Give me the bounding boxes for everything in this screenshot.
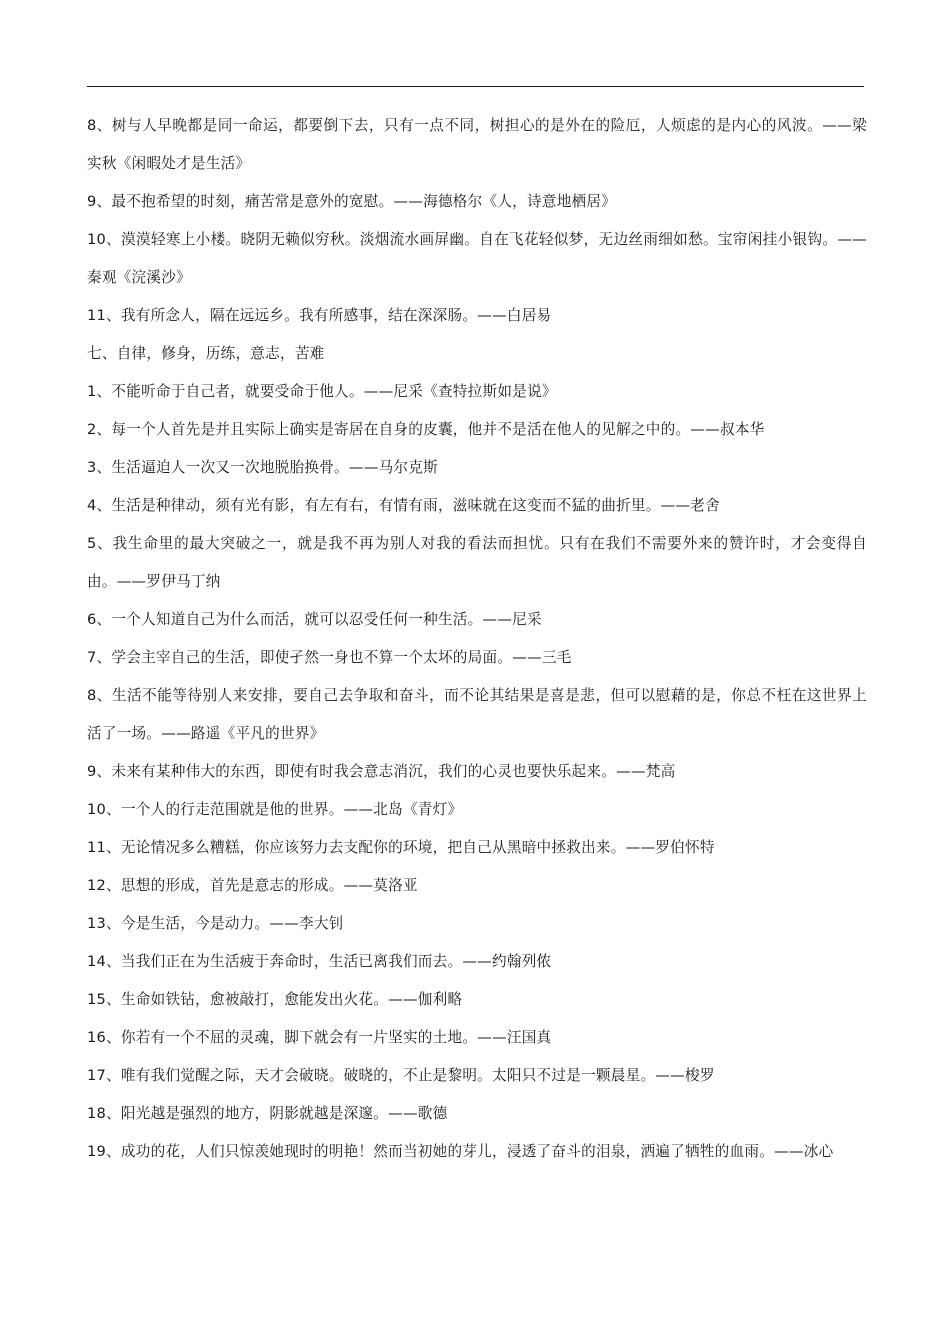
quote-paragraph: 12、思想的形成，首先是意志的形成。——莫洛亚 <box>87 877 418 894</box>
quote-paragraph: 16、你若有一个不屈的灵魂，脚下就会有一片坚实的土地。——汪国真 <box>87 1029 552 1046</box>
quote-paragraph: 5、我生命里的最大突破之一，就是我不再为别人对我的看法而担忧。只有在我们不需要外来的赞许时，才会变得自由。——罗伊马丁纳 <box>87 535 867 590</box>
quote-paragraph: 7、学会主宰自己的生活，即使孑然一身也不算一个太坏的局面。——三毛 <box>87 649 572 666</box>
quote-paragraph: 9、未来有某种伟大的东西，即使有时我会意志消沉，我们的心灵也要快乐起来。——梵高 <box>87 763 676 780</box>
quote-paragraph: 11、无论情况多么糟糕，你应该努力去支配你的环境，把自己从黑暗中拯救出来。——罗伯怀特 <box>87 839 715 856</box>
quote-paragraph: 4、生活是种律动，须有光有影，有左有右，有情有雨，滋味就在这变而不猛的曲折里。——老舍 <box>87 497 720 514</box>
quote-paragraph: 8、树与人早晚都是同一命运，都要倒下去，只有一点不同，树担心的是外在的险厄，人烦虑的是内心的风波。——梁实秋《闲暇处才是生活》 <box>87 117 867 172</box>
header-rule <box>87 86 864 87</box>
quote-paragraph: 9、最不抱希望的时刻，痛苦常是意外的宽慰。——海德格尔《人，诗意地栖居》 <box>87 193 617 210</box>
quote-paragraph: 8、生活不能等待别人来安排，要自己去争取和奋斗，而不论其结果是喜是悲，但可以慰藉的是，你总不枉在这世界上活了一场。——路遥《平凡的世界》 <box>87 687 867 742</box>
quote-paragraph: 3、生活逼迫人一次又一次地脱胎换骨。——马尔克斯 <box>87 459 438 476</box>
quote-paragraph: 2、每一个人首先是并且实际上确实是寄居在自身的皮囊，他并不是活在他人的见解之中的。——叔本华 <box>87 421 765 438</box>
quote-paragraph: 14、当我们正在为生活疲于奔命时，生活已离我们而去。——约翰列侬 <box>87 953 552 970</box>
quote-paragraph: 15、生命如铁钻，愈被敲打，愈能发出火花。——伽利略 <box>87 991 463 1008</box>
quote-paragraph: 17、唯有我们觉醒之际，天才会破晓。破晓的，不止是黎明。太阳只不过是一颗晨星。——梭罗 <box>87 1067 715 1084</box>
quote-paragraph: 6、一个人知道自己为什么而活，就可以忍受任何一种生活。——尼采 <box>87 611 542 628</box>
quote-paragraph: 10、漠漠轻寒上小楼。晓阴无赖似穷秋。淡烟流水画屏幽。自在飞花轻似梦，无边丝雨细如愁。宝帘闲挂小银钩。——秦观《浣溪沙》 <box>87 231 867 286</box>
quote-paragraph: 19、成功的花，人们只惊羡她现时的明艳！然而当初她的芽儿，浸透了奋斗的泪泉，洒遍了牺牲的血雨。——冰心 <box>87 1143 834 1160</box>
quote-paragraph: 13、今是生活，今是动力。——李大钊 <box>87 915 344 932</box>
quote-paragraph: 11、我有所念人，隔在远远乡。我有所感事，结在深深肠。——白居易 <box>87 307 552 324</box>
quote-paragraph: 1、不能听命于自己者，就要受命于他人。——尼采《查特拉斯如是说》 <box>87 383 557 400</box>
quote-paragraph: 18、阳光越是强烈的地方，阴影就越是深邃。——歌德 <box>87 1105 448 1122</box>
section-heading: 七、自律，修身，历练，意志，苦难 <box>87 345 325 362</box>
document-body <box>87 107 867 1171</box>
quote-paragraph: 10、一个人的行走范围就是他的世界。——北岛《青灯》 <box>87 801 463 818</box>
